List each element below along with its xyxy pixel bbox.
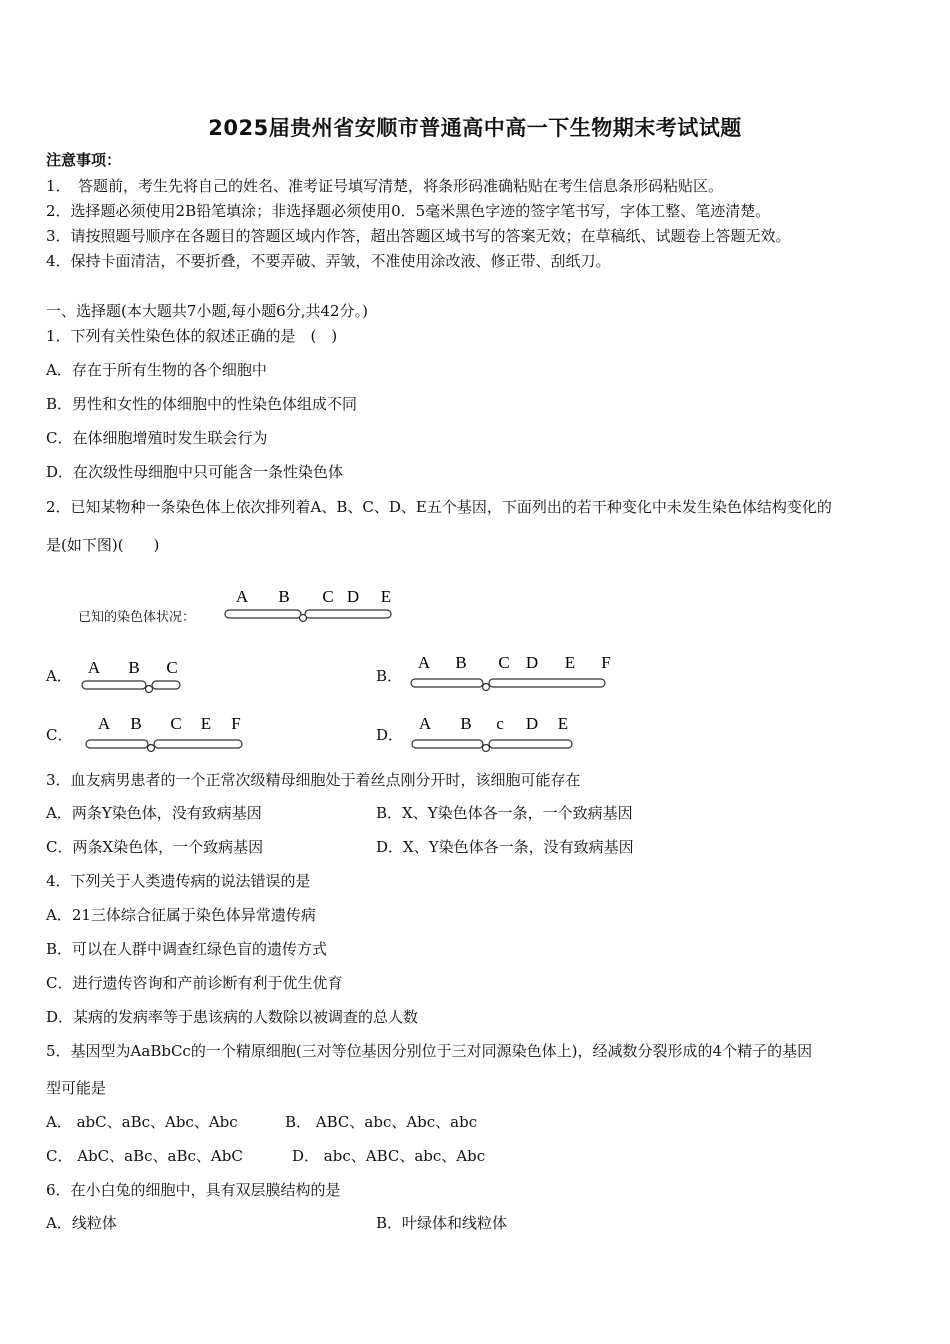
option-d-chromosome-diagram xyxy=(406,712,586,754)
notice-item-4: 4．保持卡面清洁，不要折叠，不要弄破、弄皱，不准使用涂改液、修正带、刮纸刀。 xyxy=(46,252,611,270)
gene-label: B xyxy=(128,658,140,677)
q1-option-a: A．存在于所有生物的各个细胞中 xyxy=(46,361,267,379)
gene-label: A xyxy=(417,653,431,672)
gene-label: C xyxy=(170,714,182,733)
q2-option-d: D． xyxy=(376,726,404,744)
gene-label: A xyxy=(235,587,249,606)
q2-option-c: C． xyxy=(46,726,73,744)
q2-stem-line2: 是(如下图)( ) xyxy=(46,536,160,554)
gene-label: B xyxy=(455,653,467,672)
q1-option-d: D．在次级性母细胞中只可能含一条性染色体 xyxy=(46,463,344,481)
q4-option-d: D．某病的发病率等于患该病的人数除以被调查的总人数 xyxy=(46,1008,419,1026)
gene-label: A xyxy=(87,658,101,677)
gene-label: A xyxy=(418,714,432,733)
q2-known-label: 已知的染色体状况： xyxy=(78,610,196,625)
q5-option-a: A． abC、aBc、Abc、Abc xyxy=(46,1113,238,1131)
q2-stem-line1: 2．已知某物种一条染色体上依次排列着A、B、C、D、E五个基因，下面列出的若干种变化中未发生染色体结构变化的 xyxy=(46,498,832,516)
q1-stem: 1．下列有关性染色体的叙述正确的是 ( ) xyxy=(46,327,338,345)
gene-label: F xyxy=(601,653,611,672)
known-chromosome-diagram xyxy=(220,585,400,627)
q6-option-a: A．线粒体 xyxy=(46,1214,117,1232)
gene-label: D xyxy=(525,714,539,733)
gene-label: B xyxy=(278,587,290,606)
q5-option-d: D． abc、ABC、abc、Abc xyxy=(292,1147,486,1165)
gene-label: C xyxy=(166,658,178,677)
gene-label: B xyxy=(130,714,142,733)
q1-option-c: C．在体细胞增殖时发生联会行为 xyxy=(46,429,268,447)
q2-option-a: A． xyxy=(46,667,72,685)
q5-option-c: C． AbC、aBc、aBc、AbC xyxy=(46,1147,243,1165)
q5-stem-line2: 型可能是 xyxy=(46,1079,107,1097)
gene-label: F xyxy=(231,714,241,733)
gene-label: c xyxy=(496,714,504,733)
notice-item-3: 3．请按照题号顺序在各题目的答题区域内作答，超出答题区域书写的答案无效；在草稿纸、试题卷上答题无效。 xyxy=(46,227,791,245)
gene-label: E xyxy=(380,587,392,606)
option-a-chromosome-diagram xyxy=(78,656,188,696)
q2-option-b: B． xyxy=(376,667,403,685)
q1-option-b: B．男性和女性的体细胞中的性染色体组成不同 xyxy=(46,395,358,413)
gene-label: B xyxy=(460,714,472,733)
gene-label: D xyxy=(346,587,360,606)
q3-option-d: D．X、Y染色体各一条，没有致病基因 xyxy=(376,838,634,856)
notice-heading: 注意事项： xyxy=(46,151,122,169)
q5-stem-line1: 5．基因型为AaBbCc的一个精原细胞(三对等位基因分别位于三对同源染色体上)，经减数分裂形成的4个精子的基因 xyxy=(46,1042,813,1060)
gene-label: C xyxy=(498,653,510,672)
q4-option-b: B．可以在人群中调查红绿色盲的遗传方式 xyxy=(46,940,328,958)
q3-option-a: A．两条Y染色体，没有致病基因 xyxy=(46,804,262,822)
option-b-chromosome-diagram xyxy=(406,651,616,693)
gene-label: C xyxy=(322,587,334,606)
gene-label: E xyxy=(564,653,576,672)
section-heading: 一、选择题(本大题共7小题,每小题6分,共42分。) xyxy=(46,302,368,320)
notice-item-1: 1． 答题前，考生先将自己的姓名、准考证号填写清楚，将条形码准确粘贴在考生信息条形码粘贴区。 xyxy=(46,177,724,195)
gene-label: E xyxy=(200,714,212,733)
q3-option-b: B．X、Y染色体各一条，一个致病基因 xyxy=(376,804,633,822)
gene-label: A xyxy=(97,714,111,733)
q4-stem: 4．下列关于人类遗传病的说法错误的是 xyxy=(46,872,311,890)
q4-option-c: C．进行遗传咨询和产前诊断有利于优生优育 xyxy=(46,974,343,992)
q6-option-b: B．叶绿体和线粒体 xyxy=(376,1214,508,1232)
q6-stem: 6．在小白兔的细胞中，具有双层膜结构的是 xyxy=(46,1181,341,1199)
gene-label: E xyxy=(557,714,569,733)
q5-option-b: B． ABC、abc、Abc、abc xyxy=(285,1113,478,1131)
q3-option-c: C．两条X染色体，一个致病基因 xyxy=(46,838,264,856)
page-title: 2025届贵州省安顺市普通高中高一下生物期末考试试题 xyxy=(208,116,742,140)
q4-option-a: A．21三体综合征属于染色体异常遗传病 xyxy=(46,906,316,924)
notice-item-2: 2．选择题必须使用2B铅笔填涂；非选择题必须使用0．5毫米黑色字迹的签字笔书写，字体工整、笔迹清楚。 xyxy=(46,202,771,220)
gene-label: D xyxy=(525,653,539,672)
q3-stem: 3．血友病男患者的一个正常次级精母细胞处于着丝点刚分开时，该细胞可能存在 xyxy=(46,771,581,789)
option-c-chromosome-diagram xyxy=(84,712,254,754)
